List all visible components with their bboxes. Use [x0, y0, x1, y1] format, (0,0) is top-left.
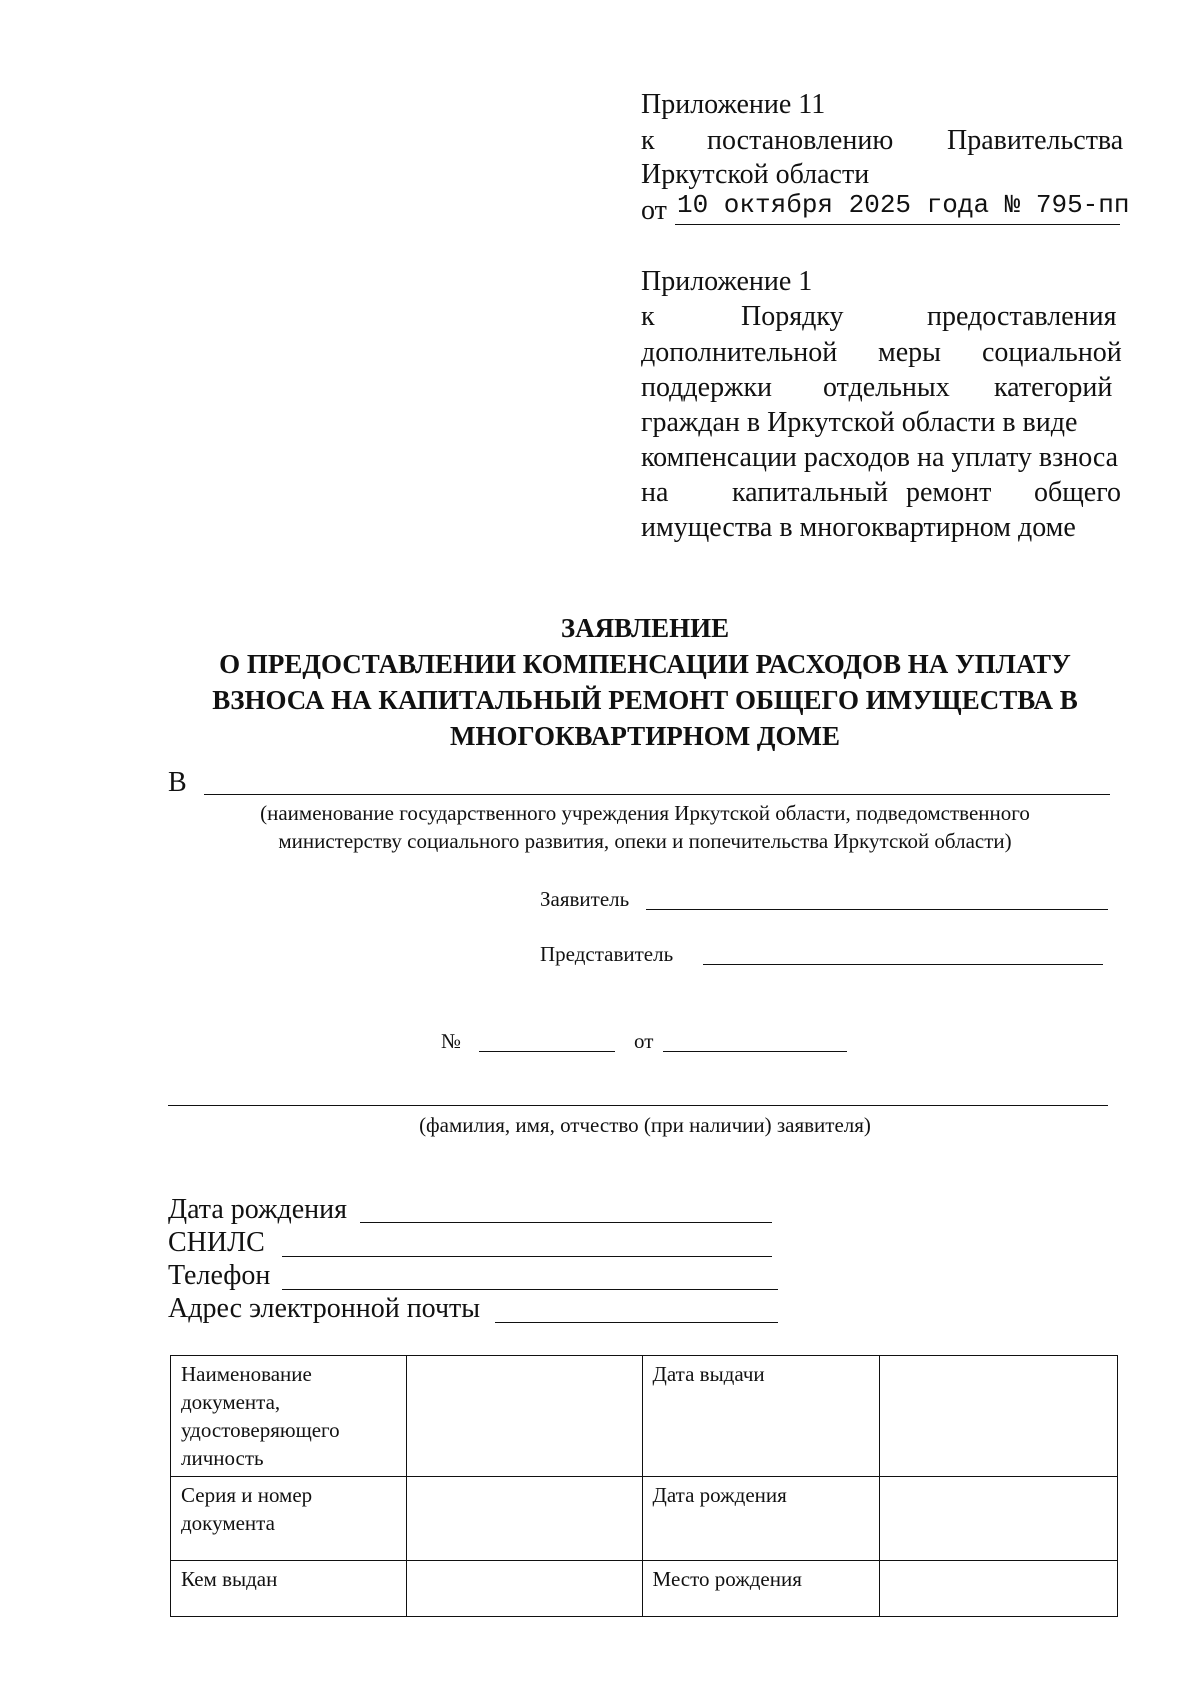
- appendix-11-title: Приложение 11: [641, 89, 826, 120]
- document-subtitle-3: МНОГОКВАРТИРНОМ ДОМЕ: [449, 721, 840, 751]
- document-title: ЗАЯВЛЕНИЕ: [560, 613, 730, 643]
- birth-date-table-label: Дата рождения: [642, 1477, 880, 1561]
- birth-place-label: Место рождения: [642, 1561, 880, 1617]
- fio-caption: (фамилия, имя, отчество (при наличии) заявителя): [419, 1113, 871, 1137]
- date-from-label: от: [634, 1029, 654, 1053]
- resolution-underline: [675, 224, 1120, 225]
- issued-by-label: Кем выдан: [171, 1561, 407, 1617]
- birth-date-table-cell[interactable]: [880, 1477, 1118, 1561]
- recipient-caption-2: министерству социального развития, опеки и попечительства Иркутской области): [278, 829, 1012, 853]
- fio-input-line[interactable]: [168, 1105, 1108, 1106]
- table-row: [171, 1356, 1118, 1477]
- table-row: [171, 1477, 1118, 1561]
- representative-label: Представитель: [540, 942, 674, 966]
- appendix-11-word-2: Правительства: [947, 125, 1124, 156]
- appendix-1-l1-a: к: [641, 301, 655, 332]
- birth-date-label: Дата рождения: [168, 1194, 347, 1225]
- email-input-line[interactable]: [495, 1322, 778, 1323]
- appendix-1-l1-b: Порядку: [741, 301, 844, 332]
- doc-name-label: Наименование документа, удостоверяющего личность: [171, 1356, 407, 1477]
- table-row: [171, 1561, 1118, 1617]
- issue-date-label: Дата выдачи: [642, 1356, 880, 1477]
- issue-date-cell[interactable]: [880, 1356, 1118, 1477]
- recipient-caption-1: (наименование государственного учреждения Иркутской области, подведомственного: [260, 801, 1030, 825]
- applicant-label: Заявитель: [540, 887, 630, 911]
- email-label: Адрес электронной почты: [168, 1293, 481, 1324]
- appendix-1-l6-d: общего: [1034, 477, 1122, 508]
- appendix-1-l3-c: категорий: [994, 372, 1113, 403]
- appendix-1-l3-b: отдельных: [823, 372, 950, 403]
- document-subtitle-2: ВЗНОСА НА КАПИТАЛЬНЫЙ РЕМОНТ ОБЩЕГО ИМУЩЕСТВА В: [212, 685, 1078, 715]
- appendix-1-l3-a: поддержки: [641, 372, 773, 403]
- snils-input-line[interactable]: [282, 1256, 772, 1257]
- appendix-1-title: Приложение 1: [641, 266, 813, 297]
- identity-document-table: [170, 1355, 1118, 1617]
- appendix-11-word-1: постановлению: [707, 125, 894, 156]
- doc-series-label: Серия и номер документа: [171, 1477, 407, 1561]
- appendix-1-l1-c: предоставления: [927, 301, 1117, 332]
- issued-by-cell[interactable]: [406, 1561, 642, 1617]
- snils-label: СНИЛС: [168, 1227, 265, 1258]
- appendix-1-l6-a: на: [641, 477, 669, 508]
- birth-place-cell[interactable]: [880, 1561, 1118, 1617]
- phone-label: Телефон: [168, 1260, 271, 1291]
- appendix-11-from: от: [641, 195, 667, 226]
- appendix-1-l4: граждан в Иркутской области в виде: [641, 407, 1078, 438]
- appendix-1-l2-c: социальной: [982, 337, 1122, 368]
- applicant-input-line[interactable]: [646, 909, 1108, 910]
- appendix-1-l2-b: меры: [878, 337, 941, 368]
- doc-name-cell[interactable]: [406, 1356, 642, 1477]
- representative-input-line[interactable]: [703, 964, 1103, 965]
- number-label: №: [441, 1029, 462, 1053]
- phone-input-line[interactable]: [282, 1289, 778, 1290]
- appendix-1-l6-c: ремонт: [906, 477, 992, 508]
- birth-date-input-line[interactable]: [360, 1222, 772, 1223]
- recipient-prefix: В: [168, 767, 187, 798]
- appendix-11-line-2: Иркутской области: [641, 159, 870, 190]
- date-input-line[interactable]: [663, 1051, 847, 1052]
- appendix-1-l6-b: капитальный: [732, 477, 888, 508]
- doc-series-cell[interactable]: [406, 1477, 642, 1561]
- appendix-11-k: к: [641, 125, 655, 156]
- appendix-1-l2-a: дополнительной: [641, 337, 838, 368]
- resolution-number: 10 октября 2025 года № 795-пп: [677, 190, 1130, 220]
- document-subtitle-1: О ПРЕДОСТАВЛЕНИИ КОМПЕНСАЦИИ РАСХОДОВ НА УПЛАТУ: [219, 649, 1071, 679]
- recipient-input-line[interactable]: [204, 794, 1110, 795]
- appendix-1-l7: имущества в многоквартирном доме: [641, 512, 1076, 543]
- number-input-line[interactable]: [479, 1051, 615, 1052]
- appendix-1-l5: компенсации расходов на уплату взноса: [641, 442, 1119, 473]
